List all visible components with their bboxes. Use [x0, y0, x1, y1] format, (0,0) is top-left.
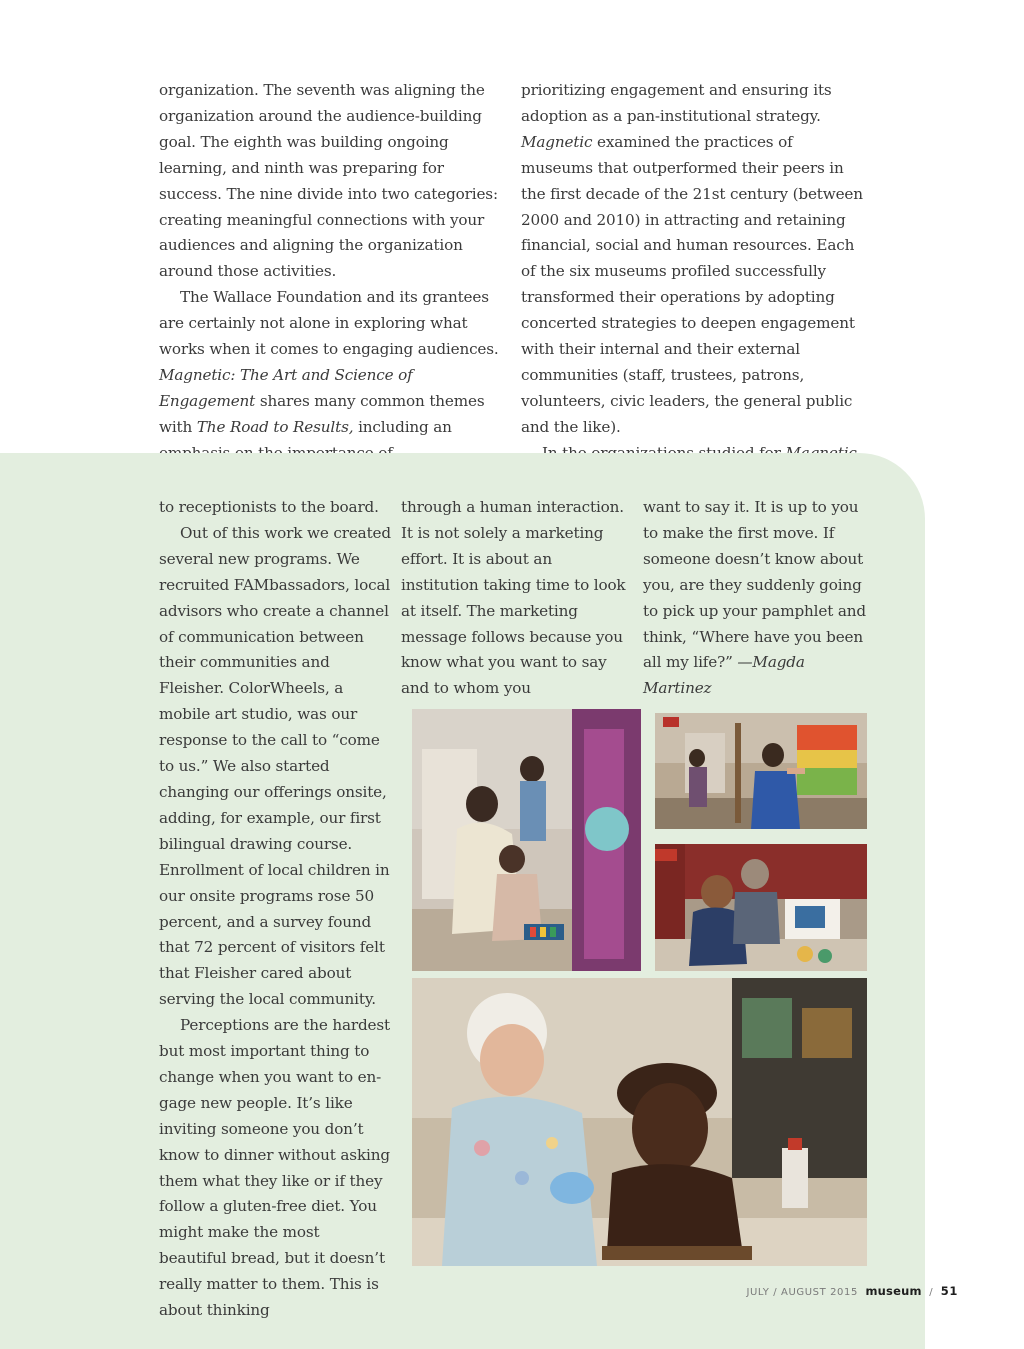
children-painting-mural-photo: [412, 709, 641, 971]
page-footer: [746, 1284, 958, 1298]
paragraph: to receptionists to the board.: [159, 498, 379, 516]
boy-painting-at-easel-photo: [655, 713, 867, 829]
sidebar-column-2: [401, 495, 633, 702]
sidebar-column-1: [159, 495, 391, 1324]
magazine-name: museum: [865, 1284, 922, 1298]
sidebar-column-3: [643, 495, 875, 702]
paragraph: want to say it. It is up to you to make the first move. If someone doesn’t know about you, are they suddenly going to pick up your pamphlet and think, “Where have you been all my life?” —Magda Martinez: [643, 498, 866, 698]
women-painting-at-table-photo: [655, 844, 867, 971]
footer-separator: /: [929, 1287, 934, 1298]
paragraph: Out of this work we created several new programs. We recruited FAMbassadors, local advisors who create a channel of communication between their communities and Fleisher. ColorWheels, a mobile art studio, was our response to the call to “come to us.” We also started changing our offerings onsite, adding, for example, our first bilingual drawing course. Enrollment of local children in our onsite programs rose 50 percent, and a survey found that 72 percent of visitors felt that Fleisher cared about serving the local community.: [159, 523, 391, 1009]
page-number: 51: [940, 1284, 958, 1298]
quote-author: —Magda Martinez: [643, 653, 805, 698]
elderly-woman-sculpting-bust-photo: [412, 978, 867, 1266]
paragraph: Perceptions are the hardest but most important thing to change when you want to engage new people. It’s like inviting someone you don’t know to dinner without asking them what they like or if they follow a gluten-free diet. You might make the most beautiful bread, but it doesn’t really matter to them. This is about thinking: [159, 1016, 390, 1320]
article-column-right: [521, 78, 866, 467]
paragraph: The Wallace Foundation and its grantees are certainly not alone in exploring what works when it comes to engaging audiences. Magnetic: The Art and Science of Engagement shares many common themes with The Road to Results, including an: [159, 288, 499, 436]
issue-date: JULY / AUGUST 2015: [746, 1287, 858, 1298]
paragraph: organization. The seventh was aligning the organization around the audience-building goal. The eighth was building ongoing learning, and ninth was preparing for success. The nine divide into two categories: creating meaningful connections with your audiences and aligning the organization around those activities.: [159, 81, 498, 281]
paragraph: prioritizing engagement and ensuring its adoption as a pan-institutional strategy. Magnetic examined the practices of museums that outperformed their peers in the first decade of the 21st century (between 2000 and 2010) in attracting and retaining financial, social and human resources. Each of the six museums profiled successfully transformed their operations by adopting concerted strategies to deepen engagement with their internal and their external communities (staff, trustees, patrons, volunteers, civic leaders, the general public and the like).: [521, 81, 863, 436]
paragraph: through a human interaction. It is not solely a marketing effort. It is about an institution taking time to look at itself. The marketing message follows because you know what you want to say and to whom you: [401, 498, 626, 698]
article-column-left: [159, 78, 504, 467]
